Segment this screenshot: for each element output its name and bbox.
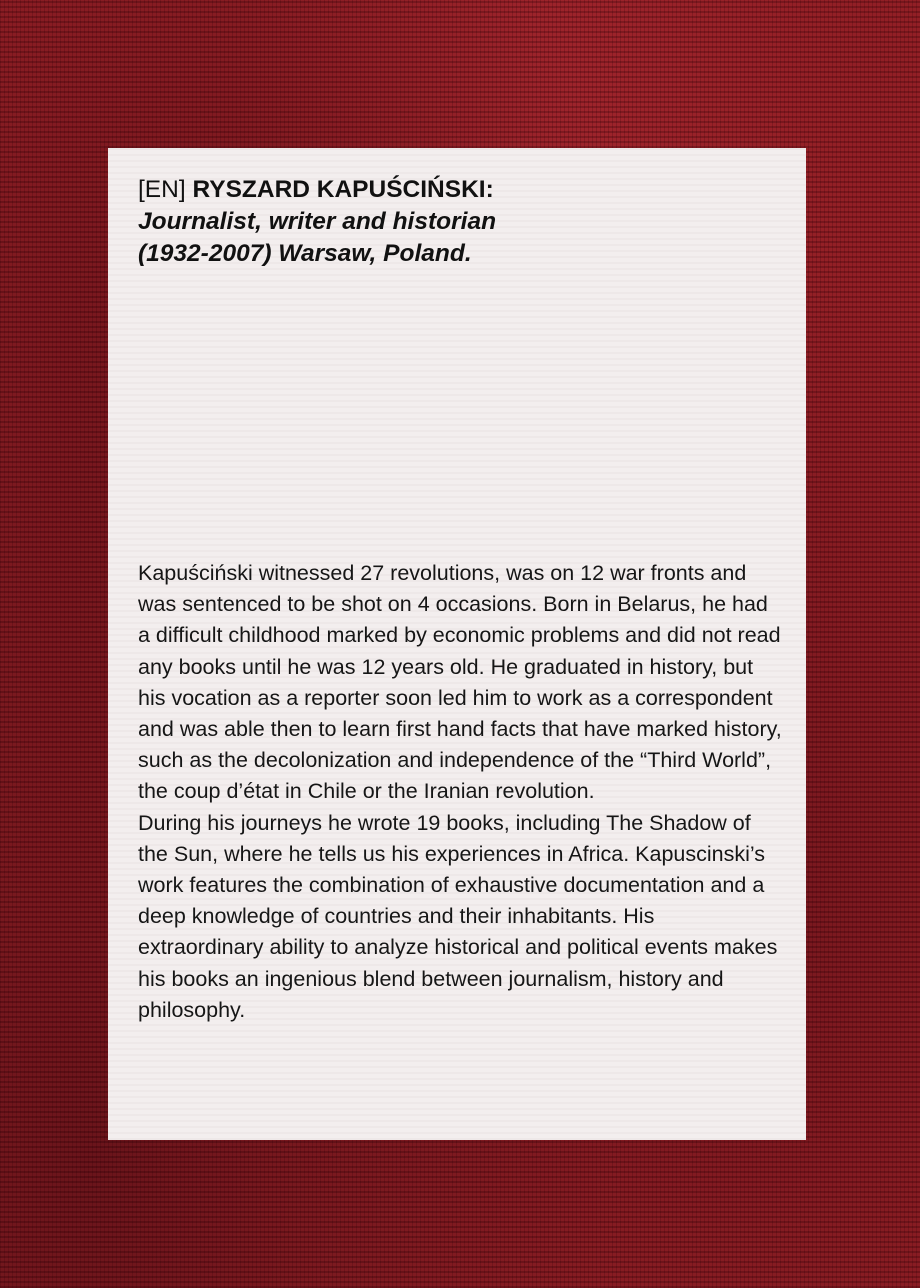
biography-card	[108, 148, 806, 1140]
language-tag: [EN]	[138, 176, 186, 203]
subtitle-line-2: (1932-2007) Warsaw, Poland.	[138, 240, 472, 267]
biography-body	[138, 558, 783, 1026]
biography-paragraph-2: During his journeys he wrote 19 books, including The Shadow of the Sun, where he tells us his experiences in Africa. Kapuscinski’s work features the combination of exhaustive documentation and a deep knowledge of countries and their inhabitants. His extraordinary ability to analyze historical and political events makes his books an ingenious blend between journalism, history and philosophy.	[138, 810, 778, 1022]
person-name: RYSZARD KAPUŚCIŃSKI:	[192, 176, 494, 203]
subtitle-line-1: Journalist, writer and historian	[138, 208, 497, 235]
biography-heading	[138, 174, 778, 270]
biography-paragraph-1: Kapuściński witnessed 27 revolutions, was on 12 war fronts and was sentenced to be shot on 4 occasions. Born in Belarus, he had a difficult childhood marked by economic problems and did not read any books until he was 12 years old. He graduated in history, but his vocation as a reporter soon led him to work as a correspondent and was able then to learn first hand facts that have marked history, such as the decolonization and independence of the “Third World”, the coup d’état in Chile or the Iranian revolution.	[138, 561, 782, 804]
